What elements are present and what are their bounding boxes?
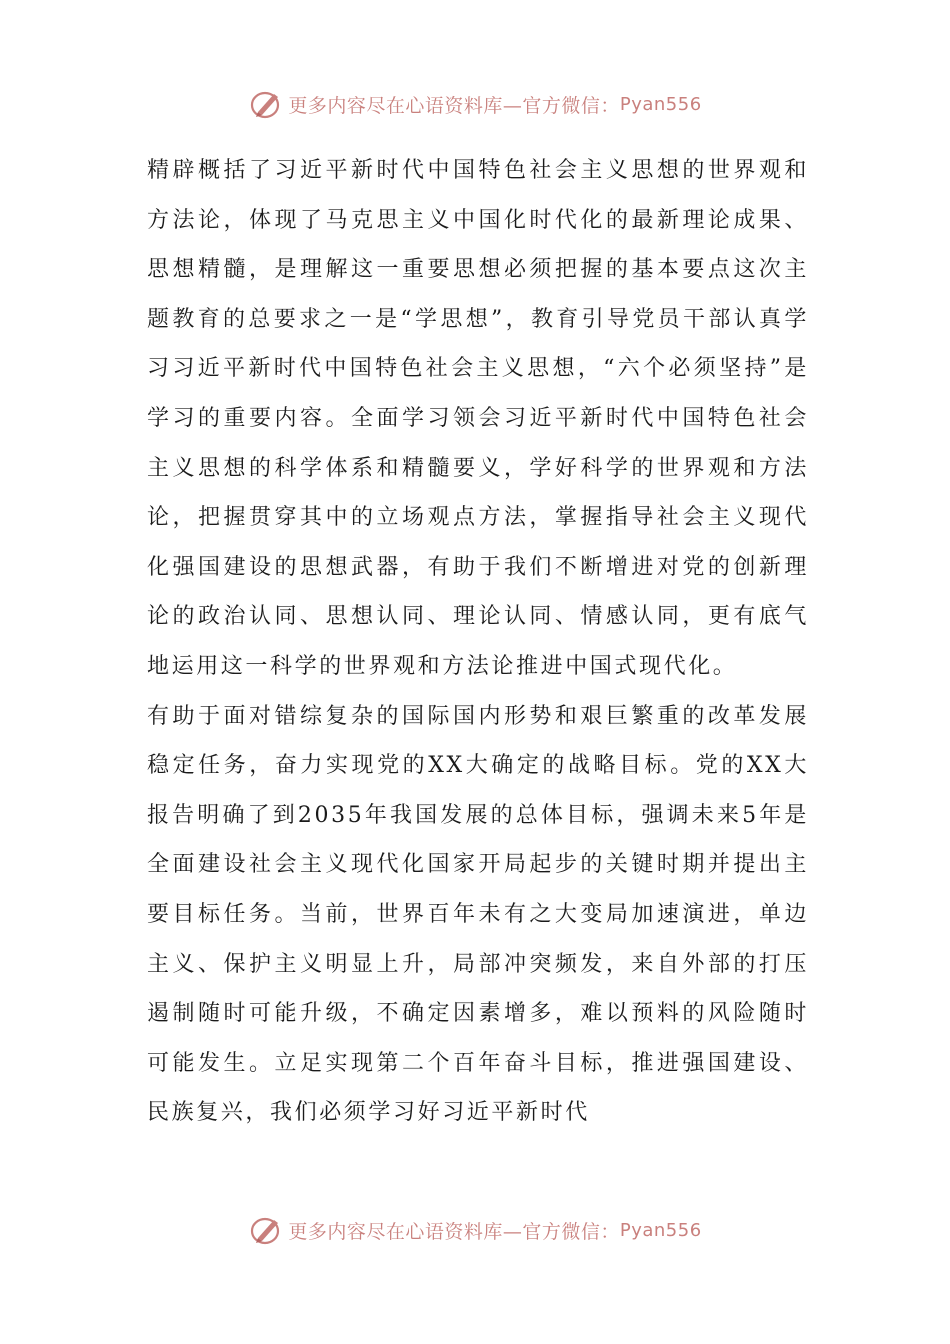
pen-logo-icon <box>248 1214 284 1246</box>
watermark-wechat-id: Pyan556 <box>619 1219 702 1241</box>
document-body <box>147 146 809 1138</box>
footer-watermark <box>0 1210 950 1250</box>
pen-logo-icon <box>248 88 284 120</box>
watermark-wechat-id: Pyan556 <box>619 93 702 115</box>
watermark-text: 更多内容尽在心语资料库—官方微信： <box>288 94 620 117</box>
watermark-text: 更多内容尽在心语资料库—官方微信： <box>288 1220 620 1243</box>
paragraph: 精辟概括了习近平新时代中国特色社会主义思想的世界观和方法论，体现了马克思主义中国化时代化的最新理论成果、思想精髓，是理解这一重要思想必须把握的基本要点这次主题教育的总要求之一是“学思想”，教育引导党员干部认真学习习近平新时代中国特色社会主义思想，“六个必须坚持”是学习的重要内容。全面学习领会习近平新时代中国特色社会主义思想的科学体系和精髓要义，学好科学的世界观和方法论，把握贯穿其中的立场观点方法，掌握指导社会主义现代化强国建设的思想武器，有助于我们不断增进对党的创新理论的政治认同、思想认同、理论认同、情感认同，更有底气地运用这一科学的世界观和方法论推进中国式现代化。 <box>147 158 809 679</box>
header-watermark <box>0 84 950 124</box>
paragraph: 有助于面对错综复杂的国际国内形势和艰巨繁重的改革发展稳定任务，奋力实现党的XX大确定的战略目标。党的XX大报告明确了到2035年我国发展的总体目标，强调未来5年是全面建设社会主义现代化国家开局起步的关键时期并提出主要目标任务。当前，世界百年未有之大变局加速演进，单边主义、保护主义明显上升，局部冲突频发，来自外部的打压遏制随时可能升级，不确定因素增多，难以预料的风险随时可能发生。立足实现第二个百年奋斗目标，推进强国建设、民族复兴，我们必须学习好习近平新时代 <box>147 703 809 1126</box>
